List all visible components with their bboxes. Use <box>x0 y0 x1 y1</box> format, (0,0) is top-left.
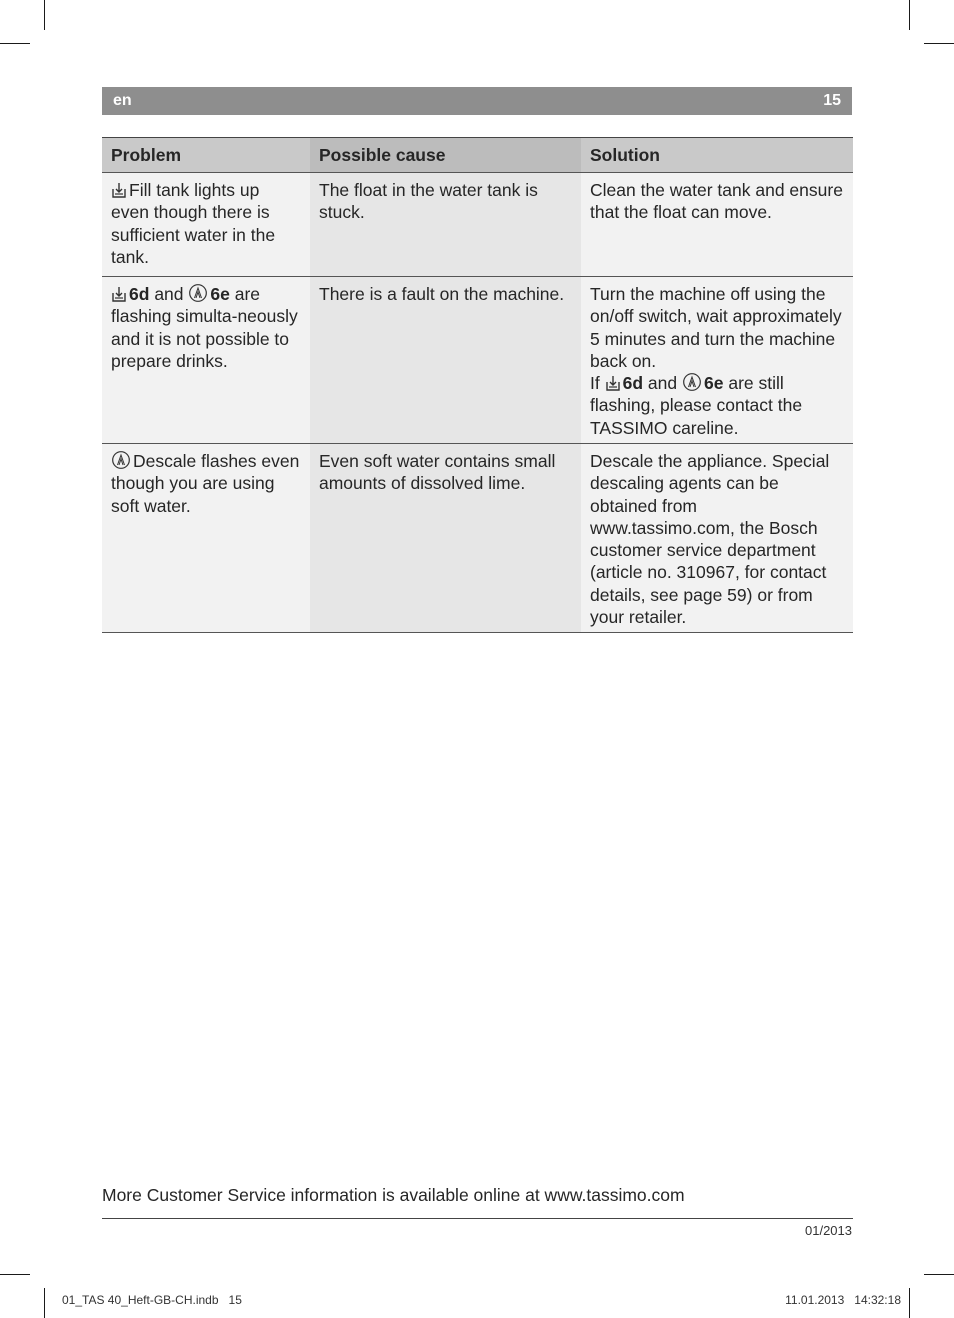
crop-mark <box>0 43 30 44</box>
descale-icon <box>111 450 131 470</box>
footer-divider <box>102 1218 853 1219</box>
indicator-code: 6d <box>129 284 150 304</box>
water-tank-icon <box>111 285 127 303</box>
column-header-solution: Solution <box>581 138 853 172</box>
problem-text: Fill tank lights up even though there is sufficient water in the tank. <box>111 180 276 267</box>
crop-mark <box>924 43 954 44</box>
crop-mark <box>0 1274 30 1275</box>
water-tank-icon <box>605 374 621 392</box>
conjunction-text: and <box>154 284 184 304</box>
solution-cell <box>581 277 853 443</box>
descale-icon <box>188 283 208 303</box>
language-label: en <box>113 92 132 109</box>
water-tank-icon <box>111 181 127 199</box>
problem-cell <box>102 444 310 632</box>
solution-text: are still flashing, please contact the TASSIMO careline. <box>590 373 803 438</box>
cause-cell: Even soft water contains small amounts of dissolved lime. <box>310 444 581 632</box>
table-row <box>102 444 853 633</box>
page-header-bar <box>102 87 852 115</box>
problem-cell <box>102 277 310 443</box>
indicator-code: 6e <box>210 284 230 304</box>
date-code: 01/2013 <box>805 1223 852 1238</box>
column-header-cause: Possible cause <box>310 138 581 172</box>
crop-mark <box>44 0 45 30</box>
cause-cell: There is a fault on the machine. <box>310 277 581 443</box>
customer-service-note: More Customer Service information is available online at www.tassimo.com <box>102 1185 685 1205</box>
table-row <box>102 277 853 444</box>
crop-mark <box>44 1288 45 1318</box>
solution-text: Turn the machine off using the on/off switch, wait approximately 5 minutes and turn the machine back on. <box>590 284 842 371</box>
column-header-problem: Problem <box>102 138 310 172</box>
solution-cell: Clean the water tank and ensure that the float can move. <box>581 173 853 276</box>
troubleshooting-table <box>102 137 853 633</box>
descale-icon <box>682 372 702 392</box>
indicator-code: 6e <box>704 373 724 394</box>
table-header-row <box>102 138 853 173</box>
problem-text: Descale flashes even though you are using soft water. <box>111 451 300 516</box>
page-number: 15 <box>823 92 841 109</box>
indicator-code: 6d <box>622 373 644 394</box>
problem-text: are flashing simulta-neously and it is not possible to prepare drinks. <box>111 284 298 371</box>
conditional-text: If <box>590 373 600 394</box>
table-row <box>102 173 853 277</box>
print-slug-timestamp: 11.01.2013 14:32:18 <box>785 1293 901 1307</box>
crop-mark <box>909 1288 910 1318</box>
print-slug-file: 01_TAS 40_Heft-GB-CH.indb 15 <box>62 1293 242 1307</box>
cause-cell: The float in the water tank is stuck. <box>310 173 581 276</box>
crop-mark <box>909 0 910 30</box>
crop-mark <box>924 1274 954 1275</box>
conjunction-text: and <box>647 373 678 394</box>
problem-cell <box>102 173 310 276</box>
solution-cell: Descale the appliance. Special descaling agents can be obtained from www.tassimo.com, the Bosch customer service department (article no. 310967, for contact details, see page 59) or from your retailer. <box>581 444 853 632</box>
